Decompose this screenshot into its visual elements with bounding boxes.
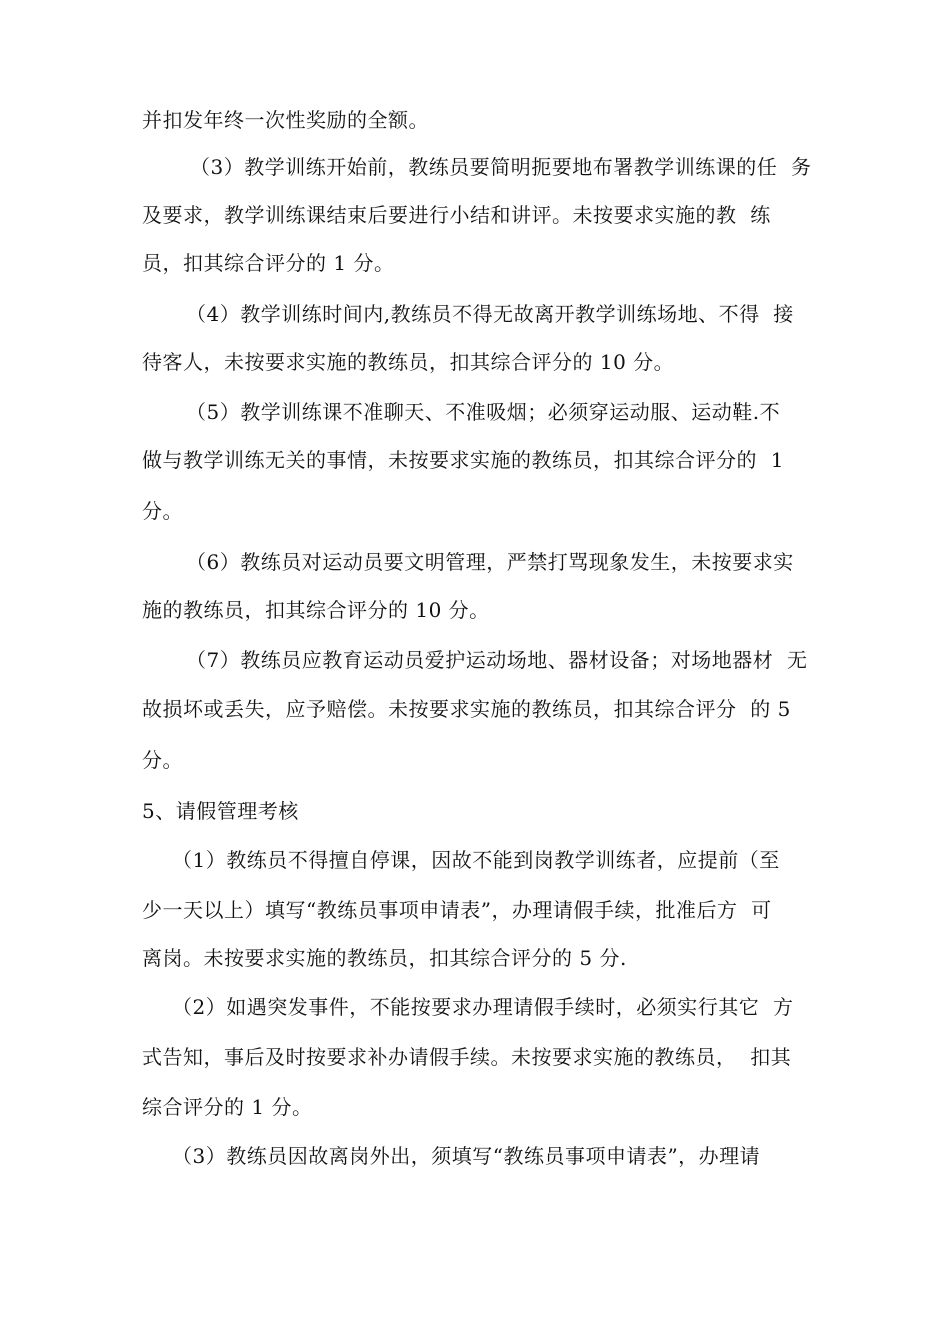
text-line: （6）教练员对运动员要文明管理，严禁打骂现象发生，未按要求实 <box>186 550 794 574</box>
text-line: 离岗。未按要求实施的教练员，扣其综合评分的 5 分. <box>142 946 627 970</box>
text-line: 综合评分的 1 分。 <box>142 1095 313 1119</box>
text-line: 员，扣其综合评分的 1 分。 <box>142 251 395 275</box>
text-line: 分。 <box>142 499 183 523</box>
text-line: （3）教学训练开始前，教练员要简明扼要地布署教学训练课的任 务 <box>190 155 812 179</box>
text-line: （2）如遇突发事件，不能按要求办理请假手续时，必须实行其它 方 <box>172 995 794 1019</box>
text-line: （4）教学训练时间内,教练员不得无故离开教学训练场地、不得 接 <box>186 302 794 326</box>
text-line: 施的教练员，扣其综合评分的 10 分。 <box>142 598 490 622</box>
text-line: 分。 <box>142 748 183 772</box>
text-line: （1）教练员不得擅自停课，因故不能到岗教学训练者，应提前（至 <box>172 848 780 872</box>
text-line: 少一天以上）填写“教练员事项申请表”，办理请假手续，批准后方 可 <box>142 898 772 922</box>
text-line: 式告知，事后及时按要求补办请假手续。未按要求实施的教练员， 扣其 <box>142 1045 792 1069</box>
text-line: （3）教练员因故离岗外出，须填写“教练员事项申请表”，办理请 <box>172 1144 761 1168</box>
text-line: 做与教学训练无关的事情，未按要求实施的教练员，扣其综合评分的 1 <box>142 448 784 472</box>
text-line: 故损坏或丢失，应予赔偿。未按要求实施的教练员，扣其综合评分 的 5 <box>142 697 791 721</box>
text-line: 及要求，教学训练课结束后要进行小结和讲评。未按要求实施的教 练 <box>142 203 771 227</box>
text-line: （5）教学训练课不准聊天、不准吸烟；必须穿运动服、运动鞋.不 <box>186 400 781 424</box>
text-line: 待客人，未按要求实施的教练员，扣其综合评分的 10 分。 <box>142 350 675 374</box>
text-line: （7）教练员应教育运动员爱护运动场地、器材设备；对场地器材 无 <box>186 648 808 672</box>
section-heading: 5、请假管理考核 <box>142 799 299 823</box>
text-line: 并扣发年终一次性奖励的全额。 <box>142 108 429 132</box>
